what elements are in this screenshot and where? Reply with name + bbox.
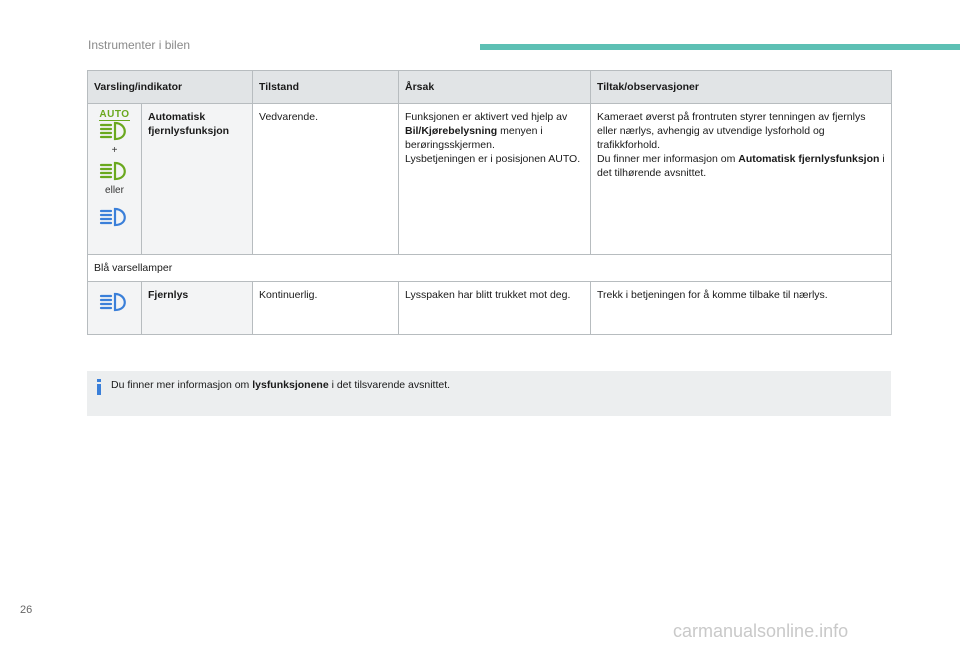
- cause-bold: Bil/Kjørebelysning: [405, 125, 498, 137]
- indicator-state: Kontinuerlig.: [253, 282, 399, 335]
- cause-text: menyen i berøringsskjermen.: [405, 125, 543, 151]
- indicator-table: [87, 70, 892, 335]
- action-bold: Automatisk fjernlysfunksjon: [738, 153, 880, 165]
- section-label: Blå varsellamper: [88, 255, 892, 282]
- note-text-part: i det tilsvarende avsnittet.: [328, 379, 451, 391]
- cause-text: Lysbetjeningen er i posisjonen AUTO.: [405, 153, 581, 165]
- plus-label: +: [111, 145, 118, 156]
- table-section-row: [88, 255, 892, 282]
- note-text: [111, 379, 450, 391]
- indicator-cause: [399, 104, 591, 255]
- indicator-cause: Lysspaken har blitt trukket mot deg.: [399, 282, 591, 335]
- auto-label: AUTO: [99, 109, 130, 120]
- action-text: i det tilhørende avsnittet.: [597, 153, 885, 179]
- header-action: Tiltak/observasjoner: [591, 71, 892, 104]
- or-label: eller: [105, 185, 124, 196]
- indicator-name: Fjernlys: [142, 282, 253, 335]
- action-text: Kameraet øverst på frontruten styrer tenningen av fjernlys eller nærlys, avhengig av utvendige lysforhold og trafikkforhold.: [597, 111, 866, 151]
- indicator-name: Automatisk fjernlysfunksjon: [142, 104, 253, 255]
- page-section-title: Instrumenter i bilen: [88, 38, 191, 52]
- blue-high-beam-icon: [99, 207, 131, 227]
- indicator-icons-cell: [88, 104, 142, 255]
- indicator-state: Vedvarende.: [253, 104, 399, 255]
- header-accent-bar: [480, 44, 960, 50]
- table-row: [88, 282, 892, 335]
- note-text-part: Du finner mer informasjon om: [111, 379, 253, 391]
- cause-text: Funksjonen er aktivert ved hjelp av: [405, 111, 568, 123]
- green-high-beam-icon: [99, 121, 131, 141]
- indicator-icons-cell: [88, 282, 142, 335]
- watermark: carmanualsonline.info: [673, 621, 849, 641]
- table-header-row: [88, 71, 892, 104]
- green-high-beam-icon: [99, 161, 131, 181]
- indicator-action: Trekk i betjeningen for å komme tilbake til nærlys.: [591, 282, 892, 335]
- note-bold: lysfunksjonene: [252, 379, 329, 391]
- header-cause: Årsak: [399, 71, 591, 104]
- action-text: Du finner mer informasjon om: [597, 153, 739, 165]
- page-number: 26: [20, 604, 33, 616]
- blue-high-beam-icon: [99, 292, 131, 312]
- info-note: [87, 371, 891, 416]
- header-state: Tilstand: [253, 71, 399, 104]
- table-row: [88, 104, 892, 255]
- info-icon: [94, 379, 104, 395]
- header-indicator: Varsling/indikator: [88, 71, 253, 104]
- indicator-action: [591, 104, 892, 255]
